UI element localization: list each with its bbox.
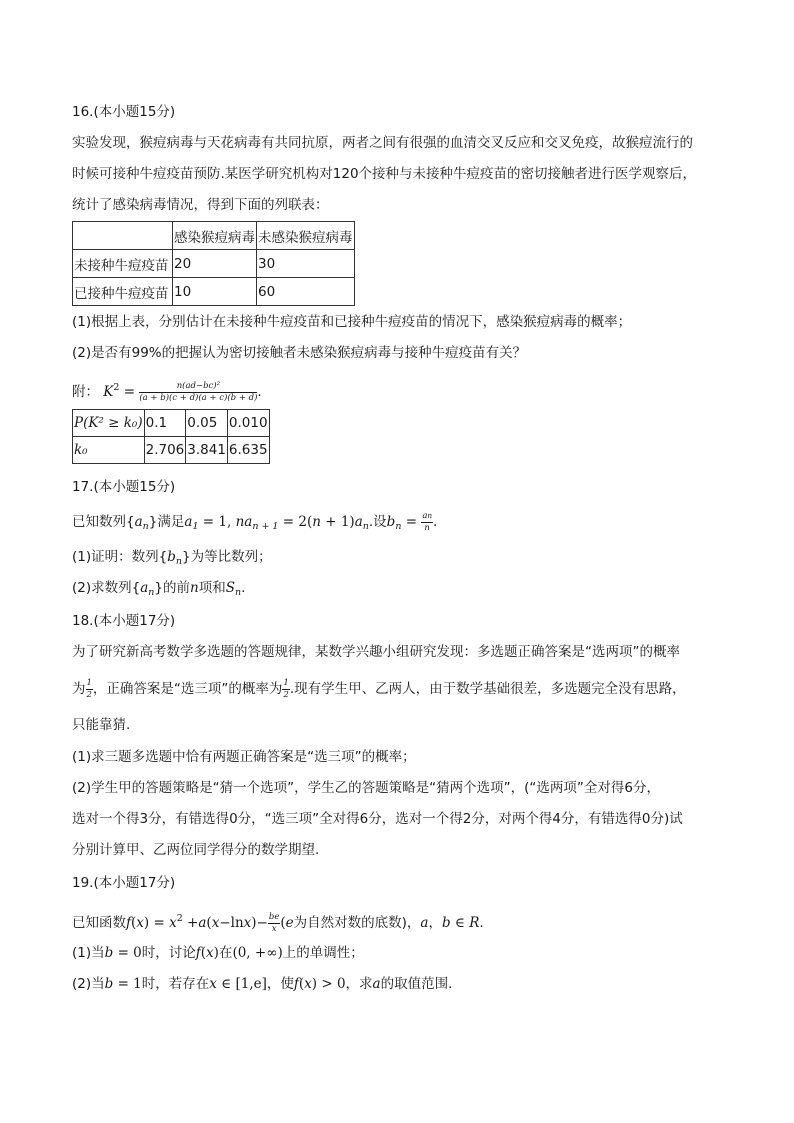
- appendix-label: 附：: [72, 384, 99, 400]
- formula-lhs: K: [103, 384, 114, 400]
- q17-stem-text: }满足: [148, 514, 185, 530]
- table-cell: 未接种牛痘疫苗: [73, 250, 173, 278]
- half-fraction: $\frac{1}{2}$: [86, 678, 92, 700]
- table-cell: 0.05: [186, 410, 228, 437]
- be-over-x-fraction: $\frac{be}{x}$: [268, 912, 280, 934]
- q18-part2-line1: (2)学生甲的答题策略是“猜一个选项”，学生乙的答题策略是“猜两个选项”，(“选两项”全对得6分，: [72, 780, 660, 796]
- q18-part2-line3: 分别计算甲、乙两位同学得分的数学期望.: [72, 842, 320, 858]
- q18-line3: 只能靠猜.: [72, 717, 131, 733]
- q16-header: 16.(本小题15分): [72, 104, 176, 120]
- q17-part2: (2)求数列$\{a_n\}$的前n项和$S_n$.: [72, 580, 246, 598]
- table-cell: 60: [257, 278, 355, 306]
- q19-stem: 已知函数$f(x) = x^2 +a(x-\ln x)-$ $\frac{be}{x}$ (e为自然对数的底数)，a，b ∈ R.: [72, 912, 484, 934]
- q18-line2-text: 为: [72, 681, 86, 697]
- q17-part2-text: }的前: [154, 580, 190, 596]
- q19-part2-text: (2)当: [72, 976, 105, 992]
- q16-line3: 统计了感染病毒情况，得到下面的列联表：: [72, 197, 329, 213]
- table-cell: 6.635: [227, 437, 269, 464]
- q17-stem: 已知数列$\{a_n\}$满足$a_1 = 1$, $na_{n + 1} = 2(n + 1)a_n$.设$b_n$ = $\frac{an}{n}$ .: [72, 511, 438, 533]
- q17-header: 17.(本小题15分): [72, 479, 176, 495]
- q18-part2-line2: 选对一个得3分，有错选得0分，“选三项”全对得6分，选对一个得2分，对两个得4分，有错选得0分)试: [72, 811, 683, 827]
- contingency-table: [72, 221, 355, 306]
- q17-part1-text: (1)证明：数列{: [72, 549, 168, 565]
- q19-stem-text: 已知函数: [72, 915, 126, 931]
- q17-part1: (1)证明：数列$\{b_n\}$为等比数列；: [72, 549, 272, 567]
- table-cell: 30: [257, 250, 355, 278]
- table-cell: 3.841: [186, 437, 228, 464]
- q16-formula: 附： $K^2$ = $\frac{\text{n(ad−bc)²}}{(a + b)(c + d)(a + c)(b + d)}$ .: [72, 381, 262, 403]
- q16-part2: (2)是否有99%的把握认为密切接触者未感染猴痘病毒与接种牛痘疫苗有关？: [72, 345, 527, 361]
- q17-part2-text: 项和: [198, 580, 226, 596]
- table-cell: k₀: [73, 437, 145, 464]
- table-cell: P(K² ≥ k₀): [73, 410, 145, 437]
- table-header: 未感染猴痘病毒: [257, 222, 355, 250]
- q19-stem-text: 为自然对数的底数)，: [293, 915, 421, 931]
- table-cell: 2.706: [144, 437, 186, 464]
- bn-fraction: $\frac{an}{n}$: [422, 511, 432, 533]
- table-cell: [73, 222, 173, 250]
- q19-part2-text: 的取值范围.: [380, 976, 453, 992]
- table-header: 感染猴痘病毒: [173, 222, 257, 250]
- table-cell: 0.1: [144, 410, 186, 437]
- table-row: [73, 250, 355, 278]
- critical-value-table: [72, 409, 270, 464]
- q18-line2-text: .现有学生甲、乙两人，由于数学基础很差，多选题完全没有思路，: [289, 681, 686, 697]
- table-cell: 10: [173, 278, 257, 306]
- q17-part2-text: (2)求数列{: [72, 580, 141, 596]
- table-cell: 20: [173, 250, 257, 278]
- fraction-numerator: n(ad−bc)²: [139, 382, 257, 393]
- q16-line1: 实验发现，猴痘病毒与天花病毒有共同抗原，两者之间有很强的血清交叉反应和交叉免疫，故猴痘流行的: [72, 135, 693, 151]
- q19-header: 19.(本小题17分): [72, 875, 176, 891]
- q17-part2-text: .: [241, 580, 246, 596]
- table-row: [73, 278, 355, 306]
- fraction-denominator: (a + b)(c + d)(a + c)(b + d): [139, 392, 258, 403]
- table-row: [73, 437, 270, 464]
- q18-line2-text: ，正确答案是“选三项”的概率为: [92, 681, 283, 697]
- q19-part1-text: 在: [218, 945, 233, 961]
- table-row: [73, 410, 270, 437]
- q17-part1-text: }为等比数列；: [182, 549, 272, 565]
- table-cell: 已接种牛痘疫苗: [73, 278, 173, 306]
- q18-line1: 为了研究新高考数学多选题的答题规律，某数学兴趣小组研究发现：多选题正确答案是“选两项”的概率: [72, 644, 680, 660]
- q19-part1-text: 时，讨论: [141, 945, 196, 961]
- q18-part1: (1)求三题多选题中恰有两题正确答案是“选三项”的概率；: [72, 749, 416, 765]
- q17-stem-text: 已知数列{: [72, 514, 135, 530]
- q19-part1-text: 上的单调性；: [282, 945, 364, 961]
- table-cell: 0.010: [227, 410, 269, 437]
- q16-part1: (1)根据上表，分别估计在未接种牛痘疫苗和已接种牛痘疫苗的情况下，感染猴痘病毒的概率；: [72, 314, 632, 330]
- q19-part1-text: (1)当: [72, 945, 105, 961]
- q19-part2-text: 时，若存在: [141, 976, 210, 992]
- q16-line2: 时候可接种牛痘疫苗预防.某医学研究机构对120个接种与未接种牛痘疫苗的密切接触者进行医学观察后，: [72, 166, 697, 182]
- q17-stem-text: .设: [368, 514, 387, 530]
- table-row: [73, 222, 355, 250]
- q19-part2: (2)当b = 1时，若存在x ∈ [1,e]，使f(x) > 0，求a的取值范围.: [72, 976, 453, 992]
- q19-part2-text: ，使: [266, 976, 294, 992]
- q19-part1: (1)当b = 0时，讨论f(x)在(0, +∞)上的单调性；: [72, 945, 364, 961]
- q19-part2-text: ，求: [345, 976, 373, 992]
- chi-square-fraction: [139, 382, 257, 402]
- half-fraction: $\frac{1}{2}$: [283, 678, 289, 700]
- q18-line2: [72, 674, 722, 705]
- q18-header: 18.(本小题17分): [72, 613, 176, 629]
